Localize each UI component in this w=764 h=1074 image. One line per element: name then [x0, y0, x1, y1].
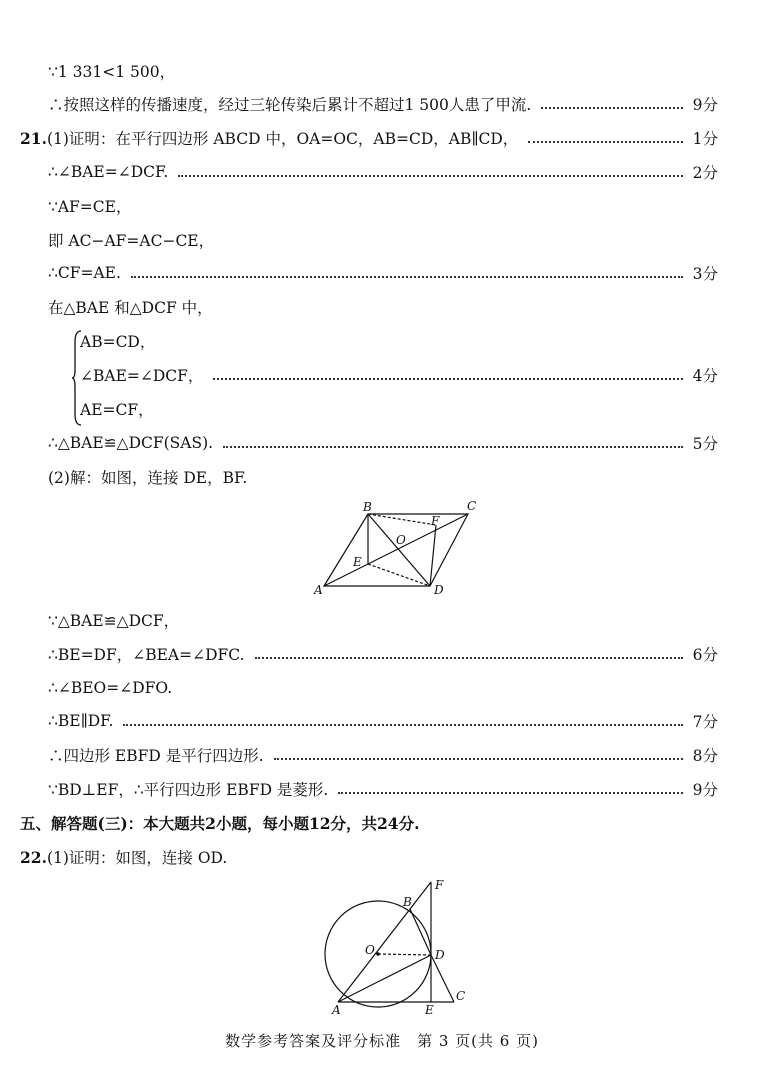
segment-od-dashed — [378, 954, 431, 955]
line-text: ∴四边形 EBFD 是平行四边形. — [48, 747, 264, 765]
label-e: E — [425, 1003, 434, 1017]
line-ae-cf — [80, 396, 718, 422]
label-d: D — [434, 583, 444, 597]
score: 5分 — [692, 435, 718, 453]
line-text: AB=CD， — [80, 333, 156, 351]
segment-bf-dashed — [368, 514, 436, 525]
line-text: 即 AC−AF=AC−CE， — [48, 232, 215, 250]
line-angle-bae — [48, 159, 718, 185]
line-part2 — [48, 464, 718, 490]
leader-dots — [255, 657, 683, 659]
line-text: ∴BE=DF，∠BEA=∠DFC. — [48, 646, 245, 664]
leader-dots — [131, 276, 683, 278]
line-congruent — [48, 430, 718, 456]
leader-dots — [274, 758, 683, 760]
line-rhombus — [48, 776, 718, 802]
label-e: E — [353, 555, 362, 569]
label-c: C — [467, 499, 477, 513]
line-text: ∴△BAE≌△DCF(SAS). — [48, 434, 214, 452]
section-heading — [20, 810, 718, 836]
line-ab-cd — [80, 328, 718, 354]
line-compare — [48, 58, 718, 84]
line-af-ce — [48, 193, 718, 219]
score: 1分 — [692, 130, 718, 148]
line-text: ∵1 331<1 500， — [48, 63, 176, 81]
leader-dots — [178, 175, 682, 177]
line-ad — [338, 955, 431, 1002]
line-angle-beo — [48, 675, 718, 701]
label-b: B — [363, 500, 372, 514]
label-o: O — [365, 943, 375, 957]
line-text: (2)解：如图，连接 DE，BF. — [48, 469, 248, 487]
line-dc — [431, 955, 454, 1002]
leader-dots — [123, 724, 682, 726]
line-text: ∴BE∥DF. — [48, 712, 114, 730]
line-since-congruent — [48, 607, 718, 633]
line-conclusion-20 — [48, 91, 718, 117]
line-text: ∴∠BEO=∠DFO. — [48, 679, 173, 697]
score: 3分 — [692, 265, 718, 283]
label-a: A — [314, 583, 323, 597]
label-b: B — [403, 895, 412, 909]
score: 8分 — [692, 747, 718, 765]
line-text: ∴按照这样的传播速度，经过三轮传染后累计不超过1 500人患了甲流. — [48, 96, 532, 114]
line-q22-start — [20, 844, 718, 870]
section-heading-text: 五、解答题(三)：本大题共2小题，每小题12分，共24分. — [20, 814, 420, 833]
line-text: ∴CF=AE. — [48, 264, 121, 282]
line-text: ∵AF=CE， — [48, 198, 132, 216]
line-be-df — [48, 641, 718, 667]
center-point — [376, 952, 380, 956]
score: 7分 — [692, 713, 718, 731]
label-d: D — [435, 948, 445, 962]
score: 9分 — [692, 781, 718, 799]
label-c: C — [456, 989, 466, 1003]
page-footer: 数学参考答案及评分标准 第 3 页(共 6 页) — [225, 1032, 539, 1050]
leader-dots — [338, 792, 682, 794]
line-in-triangles — [48, 294, 718, 320]
label-f: F — [435, 878, 444, 892]
line-text: ∵BD⊥EF，∴平行四边形 EBFD 是菱形. — [48, 781, 329, 799]
label-f: F — [431, 514, 440, 528]
score: 2分 — [692, 164, 718, 182]
label-a: A — [332, 1003, 341, 1017]
line-af — [338, 882, 431, 1002]
line-text: (1)证明：在平行四边形 ABCD 中，OA=OC，AB=CD，AB∥CD， — [46, 130, 519, 148]
line-text: ∠BAE=∠DCF， — [80, 367, 204, 385]
circle-figure — [318, 876, 478, 1018]
line-text: AE=CF， — [80, 401, 154, 419]
leader-dots — [223, 446, 683, 448]
question-number: 21. — [20, 128, 47, 148]
line-cf-ae — [48, 260, 718, 286]
line-text: (1)证明：如图，连接 OD. — [46, 849, 228, 867]
score: 9分 — [692, 96, 718, 114]
leader-dots — [213, 378, 682, 380]
leader-dots — [541, 107, 682, 109]
score: 4分 — [692, 367, 718, 385]
line-ac-minus — [48, 227, 718, 253]
label-o: O — [396, 533, 406, 547]
line-angle-equal — [80, 362, 718, 388]
score: 6分 — [692, 646, 718, 664]
question-number: 22. — [20, 847, 47, 867]
line-be-parallel — [48, 708, 718, 734]
leader-dots — [528, 141, 682, 143]
line-bd — [410, 909, 431, 955]
parallelogram-figure — [310, 496, 485, 600]
line-text: ∴∠BAE=∠DCF. — [48, 163, 169, 181]
line-parallelogram — [48, 742, 718, 768]
line-text: ∵△BAE≌△DCF， — [48, 612, 180, 630]
line-q21-start — [20, 125, 718, 151]
line-text: 在△BAE 和△DCF 中， — [48, 299, 213, 317]
